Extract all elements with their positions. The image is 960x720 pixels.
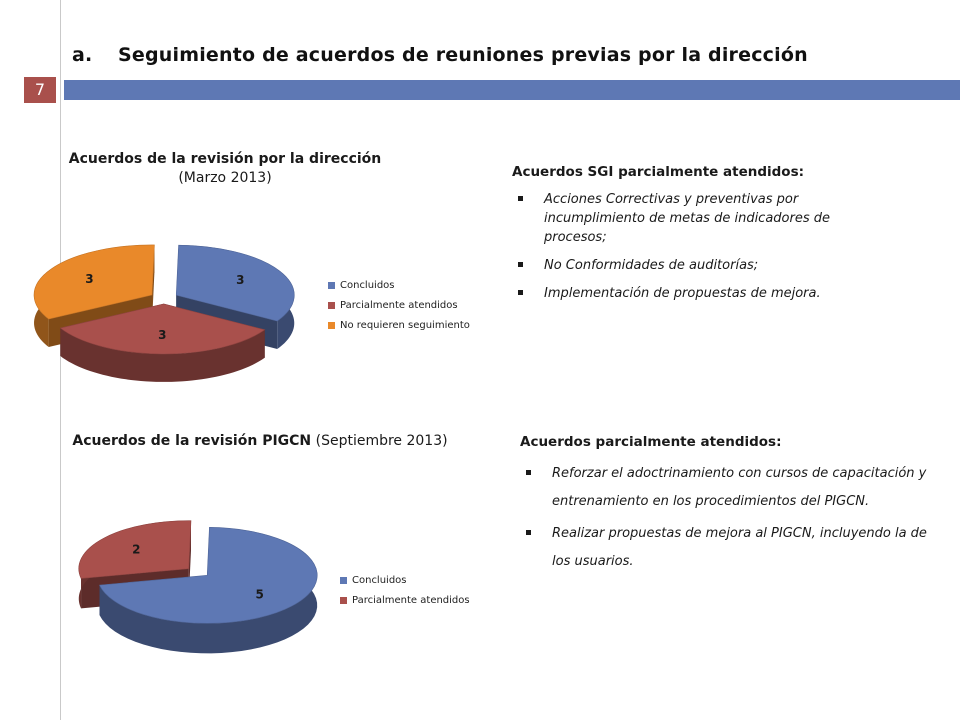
bullet-icon bbox=[518, 196, 523, 201]
bullet-icon bbox=[526, 470, 531, 475]
notes-pigcn-heading: Acuerdos parcialmente atendidos: bbox=[520, 434, 782, 450]
notes-sgi-list bbox=[512, 190, 892, 303]
chart2-title bbox=[70, 432, 450, 451]
legend-swatch bbox=[340, 597, 347, 604]
chart1-legend-concluidos bbox=[328, 275, 470, 295]
legend-label: Parcialmente atendidos bbox=[340, 299, 458, 311]
slide-title-text: Seguimiento de acuerdos de reuniones previas por la dirección bbox=[118, 44, 808, 66]
chart2-title-normal: (Septiembre 2013) bbox=[315, 433, 448, 449]
notes-sgi-heading: Acuerdos SGI parcialmente atendidos: bbox=[512, 164, 805, 180]
chart2-legend bbox=[340, 570, 470, 610]
bullet-icon bbox=[526, 530, 531, 535]
list-item-text: Acciones Correctivas y preventivas por incumplimiento de metas de indicadores de procesos; bbox=[544, 192, 830, 245]
legend-swatch bbox=[340, 577, 347, 584]
legend-label: Concluidos bbox=[340, 279, 395, 291]
list-item bbox=[512, 256, 892, 275]
data-label: 3 bbox=[236, 273, 245, 288]
legend-swatch bbox=[328, 282, 335, 289]
bullet-icon bbox=[518, 262, 523, 267]
chart1-title bbox=[60, 150, 390, 188]
chart1-legend bbox=[328, 275, 470, 335]
legend-label: No requieren seguimiento bbox=[340, 319, 470, 331]
list-item bbox=[512, 190, 892, 247]
list-item-text: Reforzar el adoctrinamiento con cursos de capacitación y entrenamiento en los procedimientos del PIGCN. bbox=[552, 466, 927, 509]
notes-pigcn-list bbox=[520, 460, 940, 576]
legend-label: Parcialmente atendidos bbox=[352, 594, 470, 606]
chart1-legend-parcial bbox=[328, 295, 470, 315]
bullet-icon bbox=[518, 290, 523, 295]
chart1-title-bold: Acuerdos de la revisión por la dirección bbox=[68, 151, 382, 167]
chart1-pie bbox=[28, 222, 328, 392]
accent-bar bbox=[64, 80, 960, 100]
legend-label: Concluidos bbox=[352, 574, 407, 586]
chart1-title-normal: (Marzo 2013) bbox=[178, 170, 272, 186]
notes-sgi bbox=[512, 164, 892, 312]
chart2-legend-concluidos bbox=[340, 570, 470, 590]
list-item-text: Implementación de propuestas de mejora. bbox=[544, 286, 821, 301]
data-label: 3 bbox=[158, 327, 167, 342]
data-label: 5 bbox=[255, 587, 264, 602]
slide-title bbox=[72, 44, 808, 66]
chart2-legend-parcial bbox=[340, 590, 470, 610]
chart1-legend-no-seg bbox=[328, 315, 470, 335]
list-item bbox=[520, 460, 940, 516]
chart2-title-bold: Acuerdos de la revisión PIGCN bbox=[72, 433, 312, 449]
data-label: 3 bbox=[85, 271, 94, 286]
chart2-pie bbox=[40, 510, 340, 680]
legend-swatch bbox=[328, 302, 335, 309]
list-item-text: No Conformidades de auditorías; bbox=[544, 258, 759, 273]
data-label: 2 bbox=[132, 542, 141, 557]
page-number-badge: 7 bbox=[24, 77, 56, 103]
list-item-text: Realizar propuestas de mejora al PIGCN, incluyendo la de los usuarios. bbox=[552, 526, 927, 569]
slide-title-number: a. bbox=[72, 44, 93, 66]
notes-pigcn bbox=[520, 434, 940, 580]
list-item bbox=[520, 520, 940, 576]
list-item bbox=[512, 284, 892, 303]
legend-swatch bbox=[328, 322, 335, 329]
